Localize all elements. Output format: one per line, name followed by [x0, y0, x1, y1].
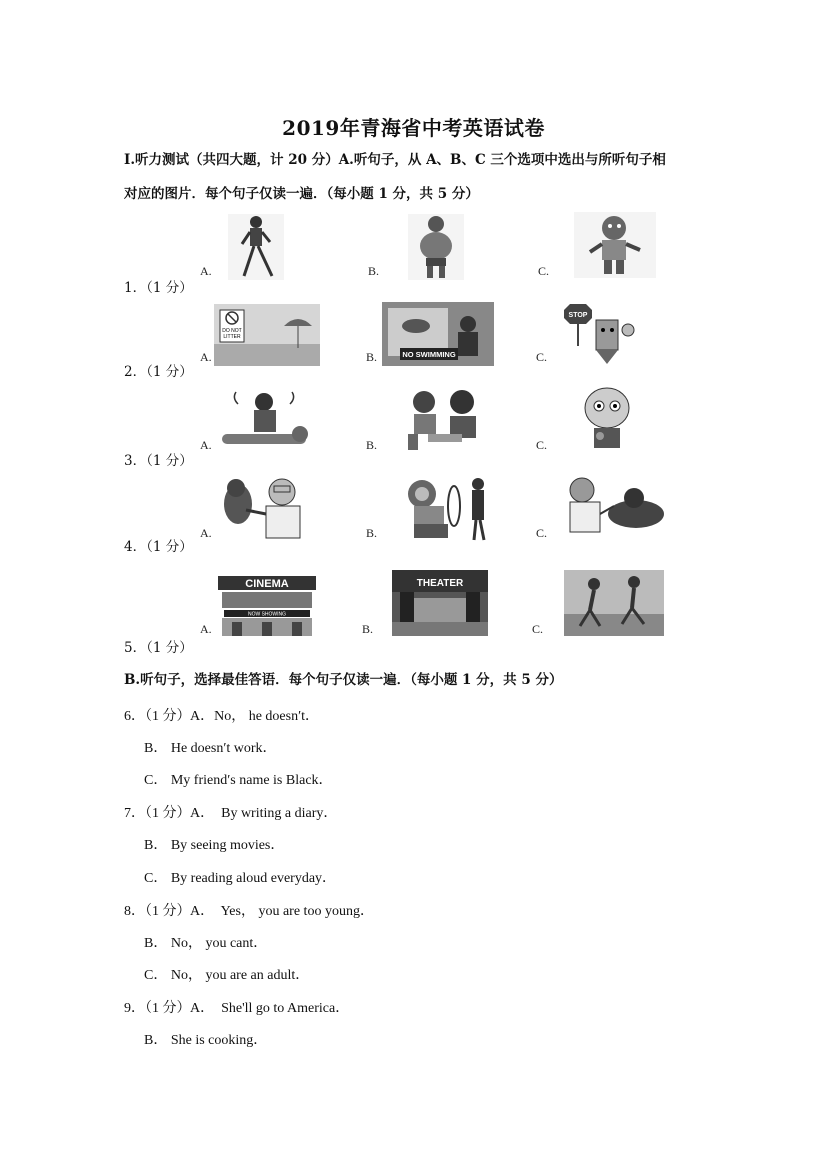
first-aid-cpr-icon[interactable]: [216, 390, 312, 452]
theater-stage-icon[interactable]: [392, 570, 488, 636]
vet-with-dog-icon[interactable]: [562, 474, 674, 542]
q4-option-a-letter: A.: [200, 526, 212, 540]
stop-sign-pencil-icon[interactable]: [562, 300, 640, 366]
q7-option-a[interactable]: A． By writing a diary．: [190, 806, 338, 821]
q8-option-c[interactable]: C． No， you are an adult．: [144, 968, 310, 983]
q2-option-a-letter: A.: [200, 350, 212, 364]
q8-option-a[interactable]: A． Yes， you are too young．: [190, 904, 374, 919]
svg-text:CINEMA: CINEMA: [245, 578, 289, 590]
q1-option-b-letter: B.: [368, 264, 380, 278]
svg-text:LITTER: LITTER: [223, 334, 241, 340]
crying-boy-icon[interactable]: [574, 212, 656, 278]
q2-option-c-letter: C.: [536, 350, 548, 364]
q5-option-c-letter: C.: [532, 622, 544, 636]
q7-option-c[interactable]: C． By reading aloud everyday．: [144, 871, 337, 886]
q2-option-b-letter: B.: [366, 350, 378, 364]
question-7-number: 7．（1 分）: [124, 806, 191, 821]
q6-option-a[interactable]: A．No， he doesn′t．: [190, 709, 320, 724]
question-6-number: 6．（1 分）: [124, 709, 191, 724]
svg-text:STOP: STOP: [568, 312, 588, 319]
q3-option-c-letter: C.: [536, 438, 548, 452]
q9-option-b[interactable]: B． She is cooking．: [144, 1033, 268, 1048]
q1-option-a-letter: A.: [200, 264, 212, 278]
runners-icon[interactable]: [564, 570, 664, 636]
overweight-boy-icon[interactable]: [408, 214, 464, 280]
cinema-building-icon[interactable]: [214, 572, 320, 638]
section2-instruction: B.听句子，选择最佳答语．每个句子仅读一遍．（每小题 1 分，共 5 分）: [124, 672, 563, 688]
q5-option-a-letter: A.: [200, 622, 212, 636]
walking-man-icon[interactable]: [228, 214, 284, 280]
question-3-number: 3．（1 分）: [124, 453, 193, 469]
question-5-number: 5．（1 分）: [124, 640, 193, 656]
q9-option-a[interactable]: A． She'll go to America．: [190, 1001, 350, 1016]
page-title: 2019年青海省中考英语试卷: [282, 116, 545, 140]
q3-option-a-letter: A.: [200, 438, 212, 452]
q4-option-b-letter: B.: [366, 526, 378, 540]
q3-option-b-letter: B.: [366, 438, 378, 452]
question-4-number: 4．（1 分）: [124, 539, 193, 555]
do-not-litter-sign-icon[interactable]: [214, 304, 320, 366]
q7-option-b[interactable]: B． By seeing movies．: [144, 838, 285, 853]
q1-option-c-letter: C.: [538, 264, 550, 278]
question-8-number: 8．（1 分）: [124, 904, 191, 919]
no-swimming-sign-icon[interactable]: [382, 302, 494, 366]
q5-option-b-letter: B.: [362, 622, 374, 636]
circus-lion-icon[interactable]: [400, 472, 496, 544]
vet-with-parrot-icon[interactable]: [216, 474, 314, 542]
q6-option-b[interactable]: B． He doesn′t work．: [144, 741, 277, 756]
question-9-number: 9．（1 分）: [124, 1001, 191, 1016]
section1-instruction-line1: Ⅰ.听力测试（共四大题，计 20 分）A.听句子，从 A、B、C 三个选项中选出与所听句子相: [124, 152, 666, 168]
q8-option-b[interactable]: B． No， you cant．: [144, 936, 268, 951]
cartoon-boy-icon[interactable]: [576, 386, 638, 454]
section1-instruction-line2: 对应的图片．每个句子仅读一遍．（每小题 1 分，共 5 分）: [124, 186, 479, 202]
question-2-number: 2．（1 分）: [124, 364, 193, 380]
helping-injured-friend-icon[interactable]: [402, 388, 492, 452]
q6-option-c[interactable]: C． My friend′s name is Black．: [144, 773, 333, 788]
svg-text:DO NOT: DO NOT: [222, 328, 242, 334]
question-1-number: 1．（1 分）: [124, 280, 193, 296]
q4-option-c-letter: C.: [536, 526, 548, 540]
svg-text:NOW SHOWING: NOW SHOWING: [247, 611, 287, 618]
svg-text:NO SWIMMING: NO SWIMMING: [402, 350, 456, 359]
svg-text:THEATER: THEATER: [416, 578, 464, 589]
